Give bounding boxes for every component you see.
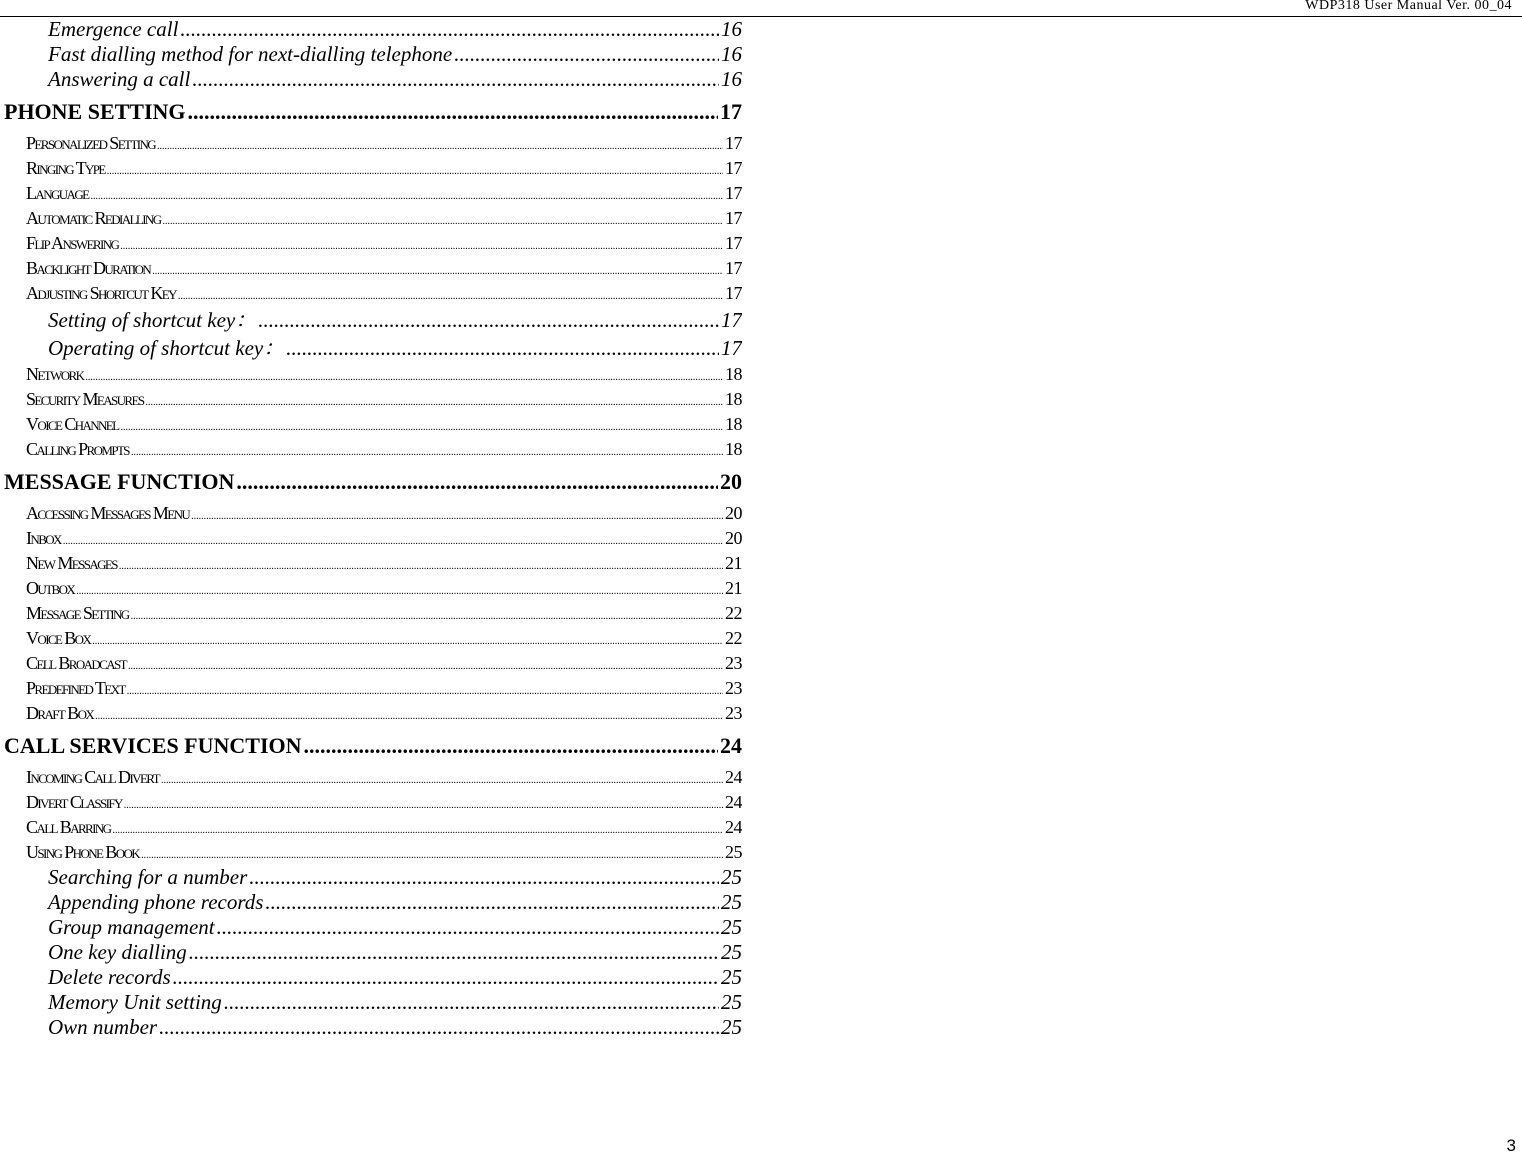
dot-leader: [119, 554, 723, 576]
dot-leader: [128, 654, 723, 676]
toc-entry[interactable]: [4, 362, 742, 387]
toc-entry[interactable]: [4, 915, 742, 940]
dot-leader: [249, 865, 719, 890]
toc-entry-page: 25: [721, 965, 742, 989]
toc-entry[interactable]: [4, 156, 742, 181]
toc-entry-title: OUTBOX: [26, 578, 75, 598]
dot-leader: [92, 629, 723, 651]
toc-entry-title: MESSAGE SETTING: [26, 603, 129, 623]
toc-entry[interactable]: [4, 526, 742, 551]
dot-leader: [192, 67, 719, 92]
toc-entry-page: 17: [720, 99, 742, 124]
toc-entry-title: Emergence call: [48, 17, 179, 41]
toc-entry[interactable]: [4, 206, 742, 231]
toc-entry-title: INCOMING CALL DIVERT: [26, 767, 159, 787]
dot-leader: [304, 733, 718, 759]
toc-entry-page: 25: [725, 842, 742, 862]
toc-entry-page: 24: [725, 767, 742, 787]
toc-entry[interactable]: [4, 181, 742, 206]
dot-leader: [90, 184, 723, 206]
toc-entry[interactable]: [4, 231, 742, 256]
toc-entry[interactable]: [4, 387, 742, 412]
toc-entry-title: INBOX: [26, 528, 61, 548]
toc-entry[interactable]: [4, 334, 742, 362]
toc-entry-page: 17: [725, 183, 742, 203]
toc-entry[interactable]: [4, 765, 742, 790]
toc-entry-page: 18: [725, 414, 742, 434]
toc-entry[interactable]: [4, 281, 742, 306]
toc-entry-title: Operating of shortcut key：: [48, 336, 285, 360]
toc-entry-title: PREDEFINED TEXT: [26, 678, 125, 698]
toc-entry-title: CALLING PROMPTS: [26, 439, 129, 459]
toc-entry[interactable]: [4, 701, 742, 726]
toc-entry[interactable]: [4, 469, 742, 495]
dot-leader: [454, 42, 719, 67]
dot-leader: [112, 818, 723, 840]
dot-leader: [191, 504, 723, 526]
dot-leader: [76, 579, 723, 601]
dot-leader: [131, 604, 723, 626]
toc-entry[interactable]: [4, 306, 742, 334]
toc-entry-page: 24: [725, 817, 742, 837]
toc-entry-title: RINGING TYPE: [26, 158, 105, 178]
toc-entry-page: 16: [721, 17, 742, 41]
toc-entry-title: CALL SERVICES FUNCTION: [4, 733, 302, 758]
dot-leader: [141, 843, 723, 865]
toc-entry-page: 23: [725, 653, 742, 673]
toc-entry-title: AUTOMATIC REDIALLING: [26, 208, 161, 228]
toc-entry[interactable]: [4, 626, 742, 651]
toc-entry-title: Own number: [48, 1015, 158, 1039]
toc-entry[interactable]: [4, 676, 742, 701]
toc-entry-page: 17: [721, 336, 742, 360]
toc-entry[interactable]: [4, 890, 742, 915]
toc-entry-title: CELL BROADCAST: [26, 653, 127, 673]
toc-entry-title: VOICE CHANNEL: [26, 414, 119, 434]
toc-entry-page: 20: [720, 469, 742, 494]
toc-entry-page: 25: [721, 940, 742, 964]
toc-entry[interactable]: [4, 576, 742, 601]
toc-entry-title: One key dialling: [48, 940, 187, 964]
toc-entry-title: NETWORK: [26, 364, 84, 384]
toc-entry-page: 25: [721, 865, 742, 889]
toc-entry-title: FLIP ANSWERING: [26, 233, 119, 253]
toc-entry-page: 25: [721, 890, 742, 914]
toc-entry-page: 18: [725, 389, 742, 409]
toc-entry[interactable]: [4, 1015, 742, 1040]
dot-leader: [95, 704, 723, 726]
dot-leader: [121, 415, 724, 437]
toc-entry-page: 20: [725, 503, 742, 523]
toc-entry-page: 17: [725, 158, 742, 178]
toc-entry-title: BACKLIGHT DURATION: [26, 258, 151, 278]
dot-leader: [258, 306, 719, 334]
toc-entry[interactable]: [4, 651, 742, 676]
toc-entry-title: CALL BARRING: [26, 817, 111, 837]
toc-entry-page: 17: [725, 283, 742, 303]
dot-leader: [180, 17, 719, 42]
toc-entry-title: DRAFT BOX: [26, 703, 94, 723]
toc-entry[interactable]: [4, 501, 742, 526]
toc-entry-page: 24: [725, 792, 742, 812]
dot-leader: [63, 529, 723, 551]
dot-leader: [286, 334, 719, 362]
dot-leader: [145, 390, 723, 412]
toc-entry[interactable]: [4, 67, 742, 92]
dot-leader: [188, 99, 718, 125]
toc-entry-page: 22: [725, 628, 742, 648]
toc-entry-title: USING PHONE BOOK: [26, 842, 140, 862]
toc-entry[interactable]: [4, 815, 742, 840]
toc-entry-page: 21: [725, 553, 742, 573]
toc-entry[interactable]: [4, 940, 742, 965]
toc-entry-title: DIVERT CLASSIFY: [26, 792, 122, 812]
toc-entry[interactable]: [4, 990, 742, 1015]
toc-entry[interactable]: [4, 733, 742, 759]
toc-entry-page: 23: [725, 678, 742, 698]
dot-leader: [85, 365, 723, 387]
toc-entry-title: Delete records: [48, 965, 171, 989]
dot-leader: [173, 965, 719, 990]
toc-entry-title: Answering a call: [48, 67, 191, 91]
toc-entry-page: 21: [725, 578, 742, 598]
page-number: 3: [1506, 1136, 1516, 1155]
toc-entry-title: Fast dialling method for next-dialling telephone: [48, 42, 453, 66]
toc-entry-page: 17: [725, 208, 742, 228]
toc-entry-title: Group management: [48, 915, 215, 939]
toc-entry-page: 17: [721, 308, 742, 332]
dot-leader: [131, 440, 723, 462]
toc-entry-title: Setting of shortcut key：: [48, 308, 257, 332]
toc-entry-title: Searching for a number: [48, 865, 248, 889]
dot-leader: [127, 679, 723, 701]
dot-leader: [178, 284, 723, 306]
toc-entry-page: 17: [725, 233, 742, 253]
toc-entry-page: 17: [725, 133, 742, 153]
toc-entry-title: PHONE SETTING: [4, 99, 186, 124]
dot-leader: [120, 234, 723, 256]
running-header: WDP318 User Manual Ver. 00_04: [1305, 0, 1512, 13]
dot-leader: [217, 915, 719, 940]
dot-leader: [157, 134, 723, 156]
toc-entry-page: 16: [721, 42, 742, 66]
dot-leader: [224, 990, 719, 1015]
dot-leader: [265, 890, 719, 915]
toc-entry-page: 16: [721, 67, 742, 91]
toc-entry-title: PERSONALIZED SETTING: [26, 133, 156, 153]
dot-leader: [189, 940, 719, 965]
toc-entry-page: 17: [725, 258, 742, 278]
toc-entry-page: 23: [725, 703, 742, 723]
toc-entry[interactable]: [4, 790, 742, 815]
toc-entry-page: 24: [720, 733, 742, 758]
toc-entry[interactable]: [4, 256, 742, 281]
toc-entry-page: 25: [721, 915, 742, 939]
toc-entry-page: 18: [725, 439, 742, 459]
toc-entry-title: Memory Unit setting: [48, 990, 222, 1014]
toc-entry-title: SECURITY MEASURES: [26, 389, 144, 409]
toc-entry[interactable]: [4, 17, 742, 42]
dot-leader: [159, 1015, 719, 1040]
dot-leader: [161, 768, 723, 790]
toc-entry[interactable]: [4, 437, 742, 462]
toc-entry[interactable]: [4, 965, 742, 990]
toc-entry-page: 25: [721, 990, 742, 1014]
dot-leader: [124, 793, 723, 815]
toc-entry-page: 25: [721, 1015, 742, 1039]
toc-entry[interactable]: [4, 42, 742, 67]
toc-entry-title: ADJUSTING SHORTCUT KEY: [26, 283, 176, 303]
toc-entry[interactable]: [4, 131, 742, 156]
dot-leader: [107, 159, 723, 181]
toc-entry[interactable]: [4, 865, 742, 890]
toc-entry-title: Appending phone records: [48, 890, 264, 914]
toc-entry[interactable]: [4, 99, 742, 125]
toc-entry-title: LANGUAGE: [26, 183, 89, 203]
toc-entry-title: MESSAGE FUNCTION: [4, 469, 235, 494]
toc-entry-page: 22: [725, 603, 742, 623]
toc-entry[interactable]: [4, 551, 742, 576]
dot-leader: [236, 469, 718, 495]
toc-entry[interactable]: [4, 412, 742, 437]
table-of-contents: [4, 17, 742, 1040]
toc-entry[interactable]: [4, 840, 742, 865]
toc-entry-page: 18: [725, 364, 742, 384]
toc-entry-page: 20: [725, 528, 742, 548]
dot-leader: [152, 259, 723, 281]
toc-entry-title: VOICE BOX: [26, 628, 91, 648]
dot-leader: [163, 209, 724, 231]
toc-entry-title: NEW MESSAGES: [26, 553, 117, 573]
toc-entry-title: ACCESSING MESSAGES MENU: [26, 503, 190, 523]
toc-entry[interactable]: [4, 601, 742, 626]
